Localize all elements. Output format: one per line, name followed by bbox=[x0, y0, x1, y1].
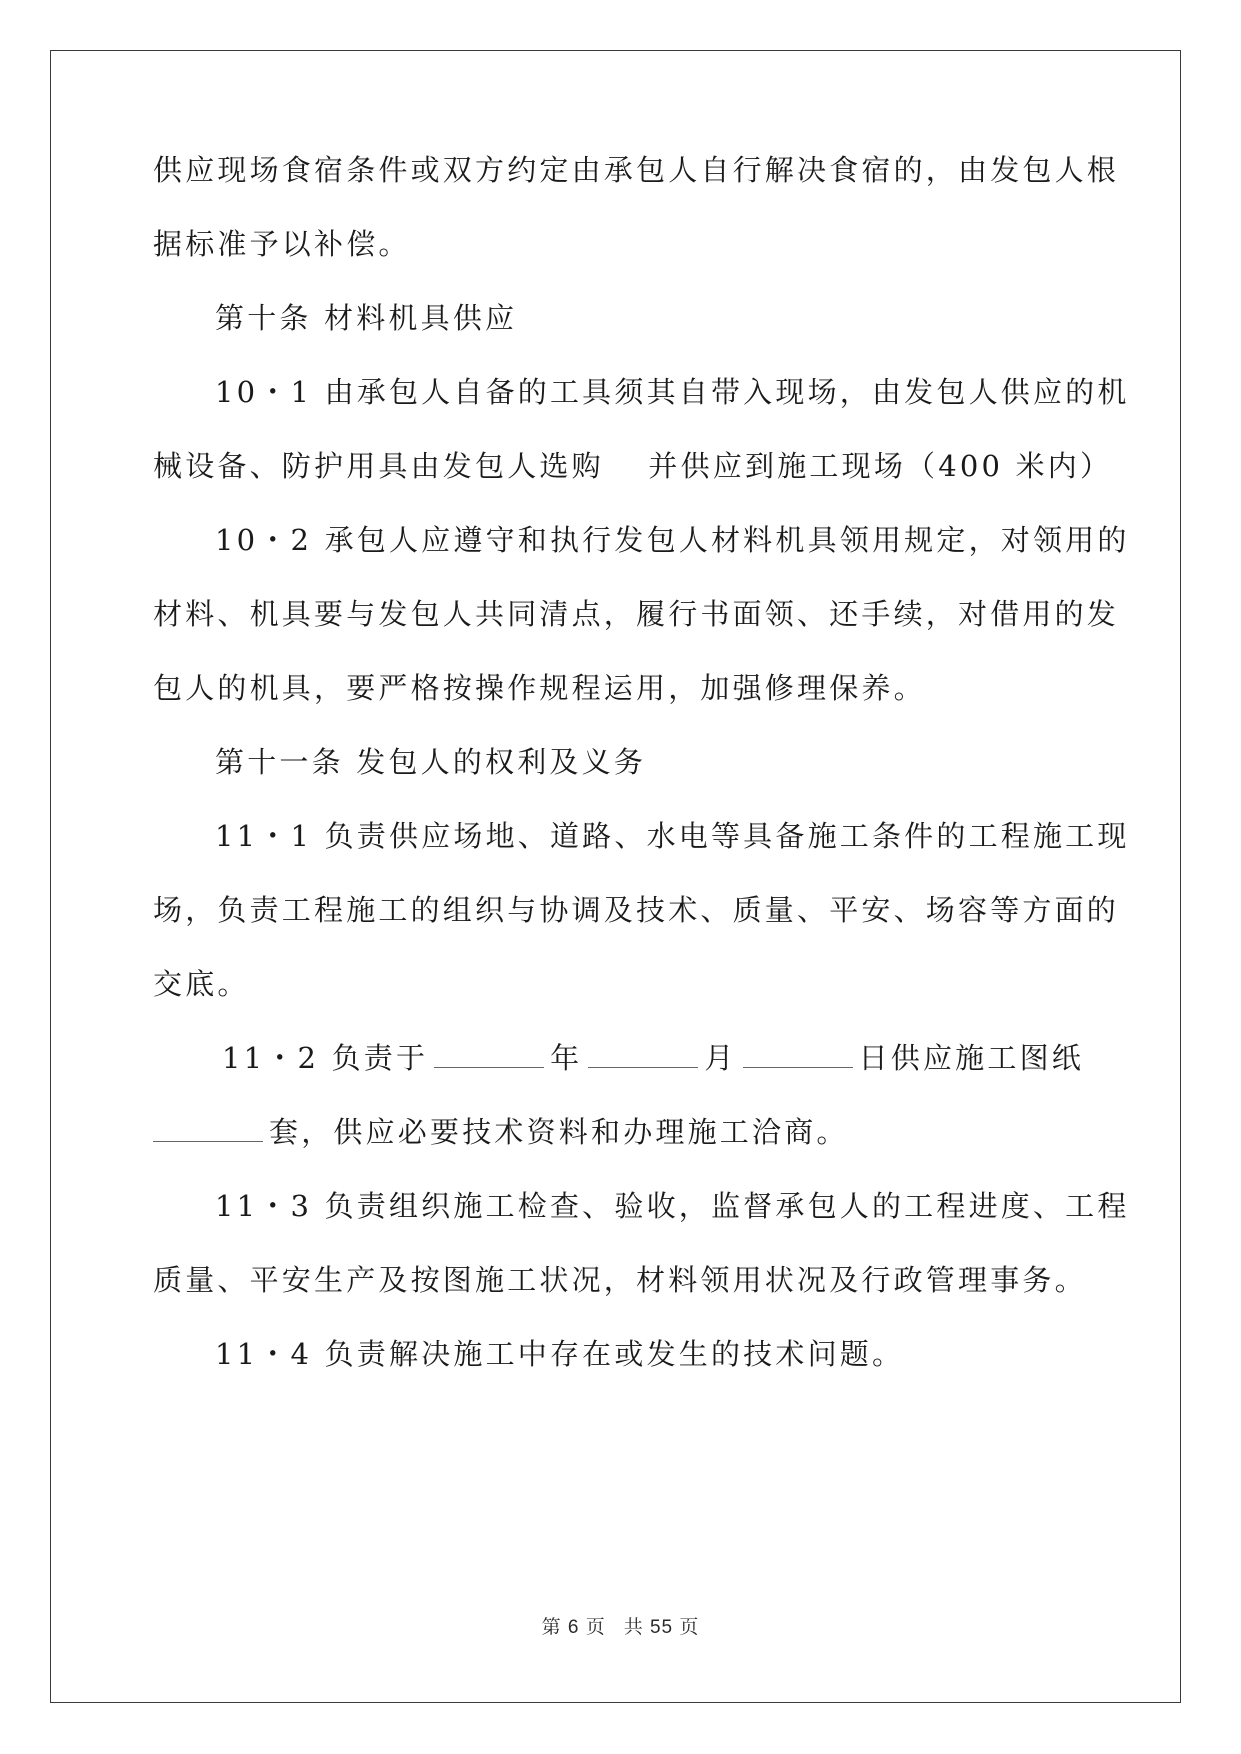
section-heading: 第十一条 发包人的权利及义务 bbox=[215, 745, 647, 779]
clause-11-2-prefix: 11・2 负责于 bbox=[222, 1041, 429, 1075]
text-line: 据标准予以补偿。 bbox=[153, 227, 411, 261]
text-line: 场，负责工程施工的组织与协调及技术、质量、平安、场容等方面的 bbox=[153, 893, 1120, 927]
text-line: 材料、机具要与发包人共同清点，履行书面领、还手续，对借用的发 bbox=[153, 597, 1120, 631]
set-count-blank bbox=[153, 1115, 263, 1142]
page-footer bbox=[0, 1612, 1241, 1639]
clause-11-2-continuation bbox=[153, 1112, 1093, 1152]
text-line: 供应现场食宿条件或双方约定由承包人自行解决食宿的，由发包人根 bbox=[153, 153, 1120, 187]
text-line: 包人的机具，要严格按操作规程运用，加强修理保养。 bbox=[153, 671, 926, 705]
year-blank bbox=[434, 1041, 544, 1068]
text-line: 套，供应必要技术资料和办理施工洽商。 bbox=[269, 1115, 849, 1149]
clause-11-2-line bbox=[222, 1038, 1162, 1078]
text-line: 11・4 负责解决施工中存在或发生的技术问题。 bbox=[215, 1337, 905, 1371]
month-blank bbox=[588, 1041, 698, 1068]
year-label: 年 bbox=[550, 1041, 583, 1075]
text-line: 11・3 负责组织施工检查、验收，监督承包人的工程进度、工程 bbox=[215, 1189, 1130, 1223]
page-number: 第 6 页 bbox=[541, 1617, 606, 1638]
day-blank bbox=[743, 1041, 853, 1068]
month-label: 月 bbox=[704, 1041, 737, 1075]
text-line: 械设备、防护用具由发包人选购 并供应到施工现场（400 米内） bbox=[153, 449, 1113, 483]
text-line: 质量、平安生产及按图施工状况，材料领用状况及行政管理事务。 bbox=[153, 1263, 1087, 1297]
section-heading: 第十条 材料机具供应 bbox=[215, 301, 518, 335]
day-suffix: 日供应施工图纸 bbox=[858, 1041, 1084, 1075]
text-line: 交底。 bbox=[153, 967, 250, 1001]
page-total: 共 55 页 bbox=[623, 1617, 700, 1638]
text-line: 11・1 负责供应场地、道路、水电等具备施工条件的工程施工现 bbox=[215, 819, 1130, 853]
text-line: 10・1 由承包人自备的工具须其自带入现场，由发包人供应的机 bbox=[215, 375, 1130, 409]
text-line: 10・2 承包人应遵守和执行发包人材料机具领用规定，对领用的 bbox=[215, 523, 1130, 557]
